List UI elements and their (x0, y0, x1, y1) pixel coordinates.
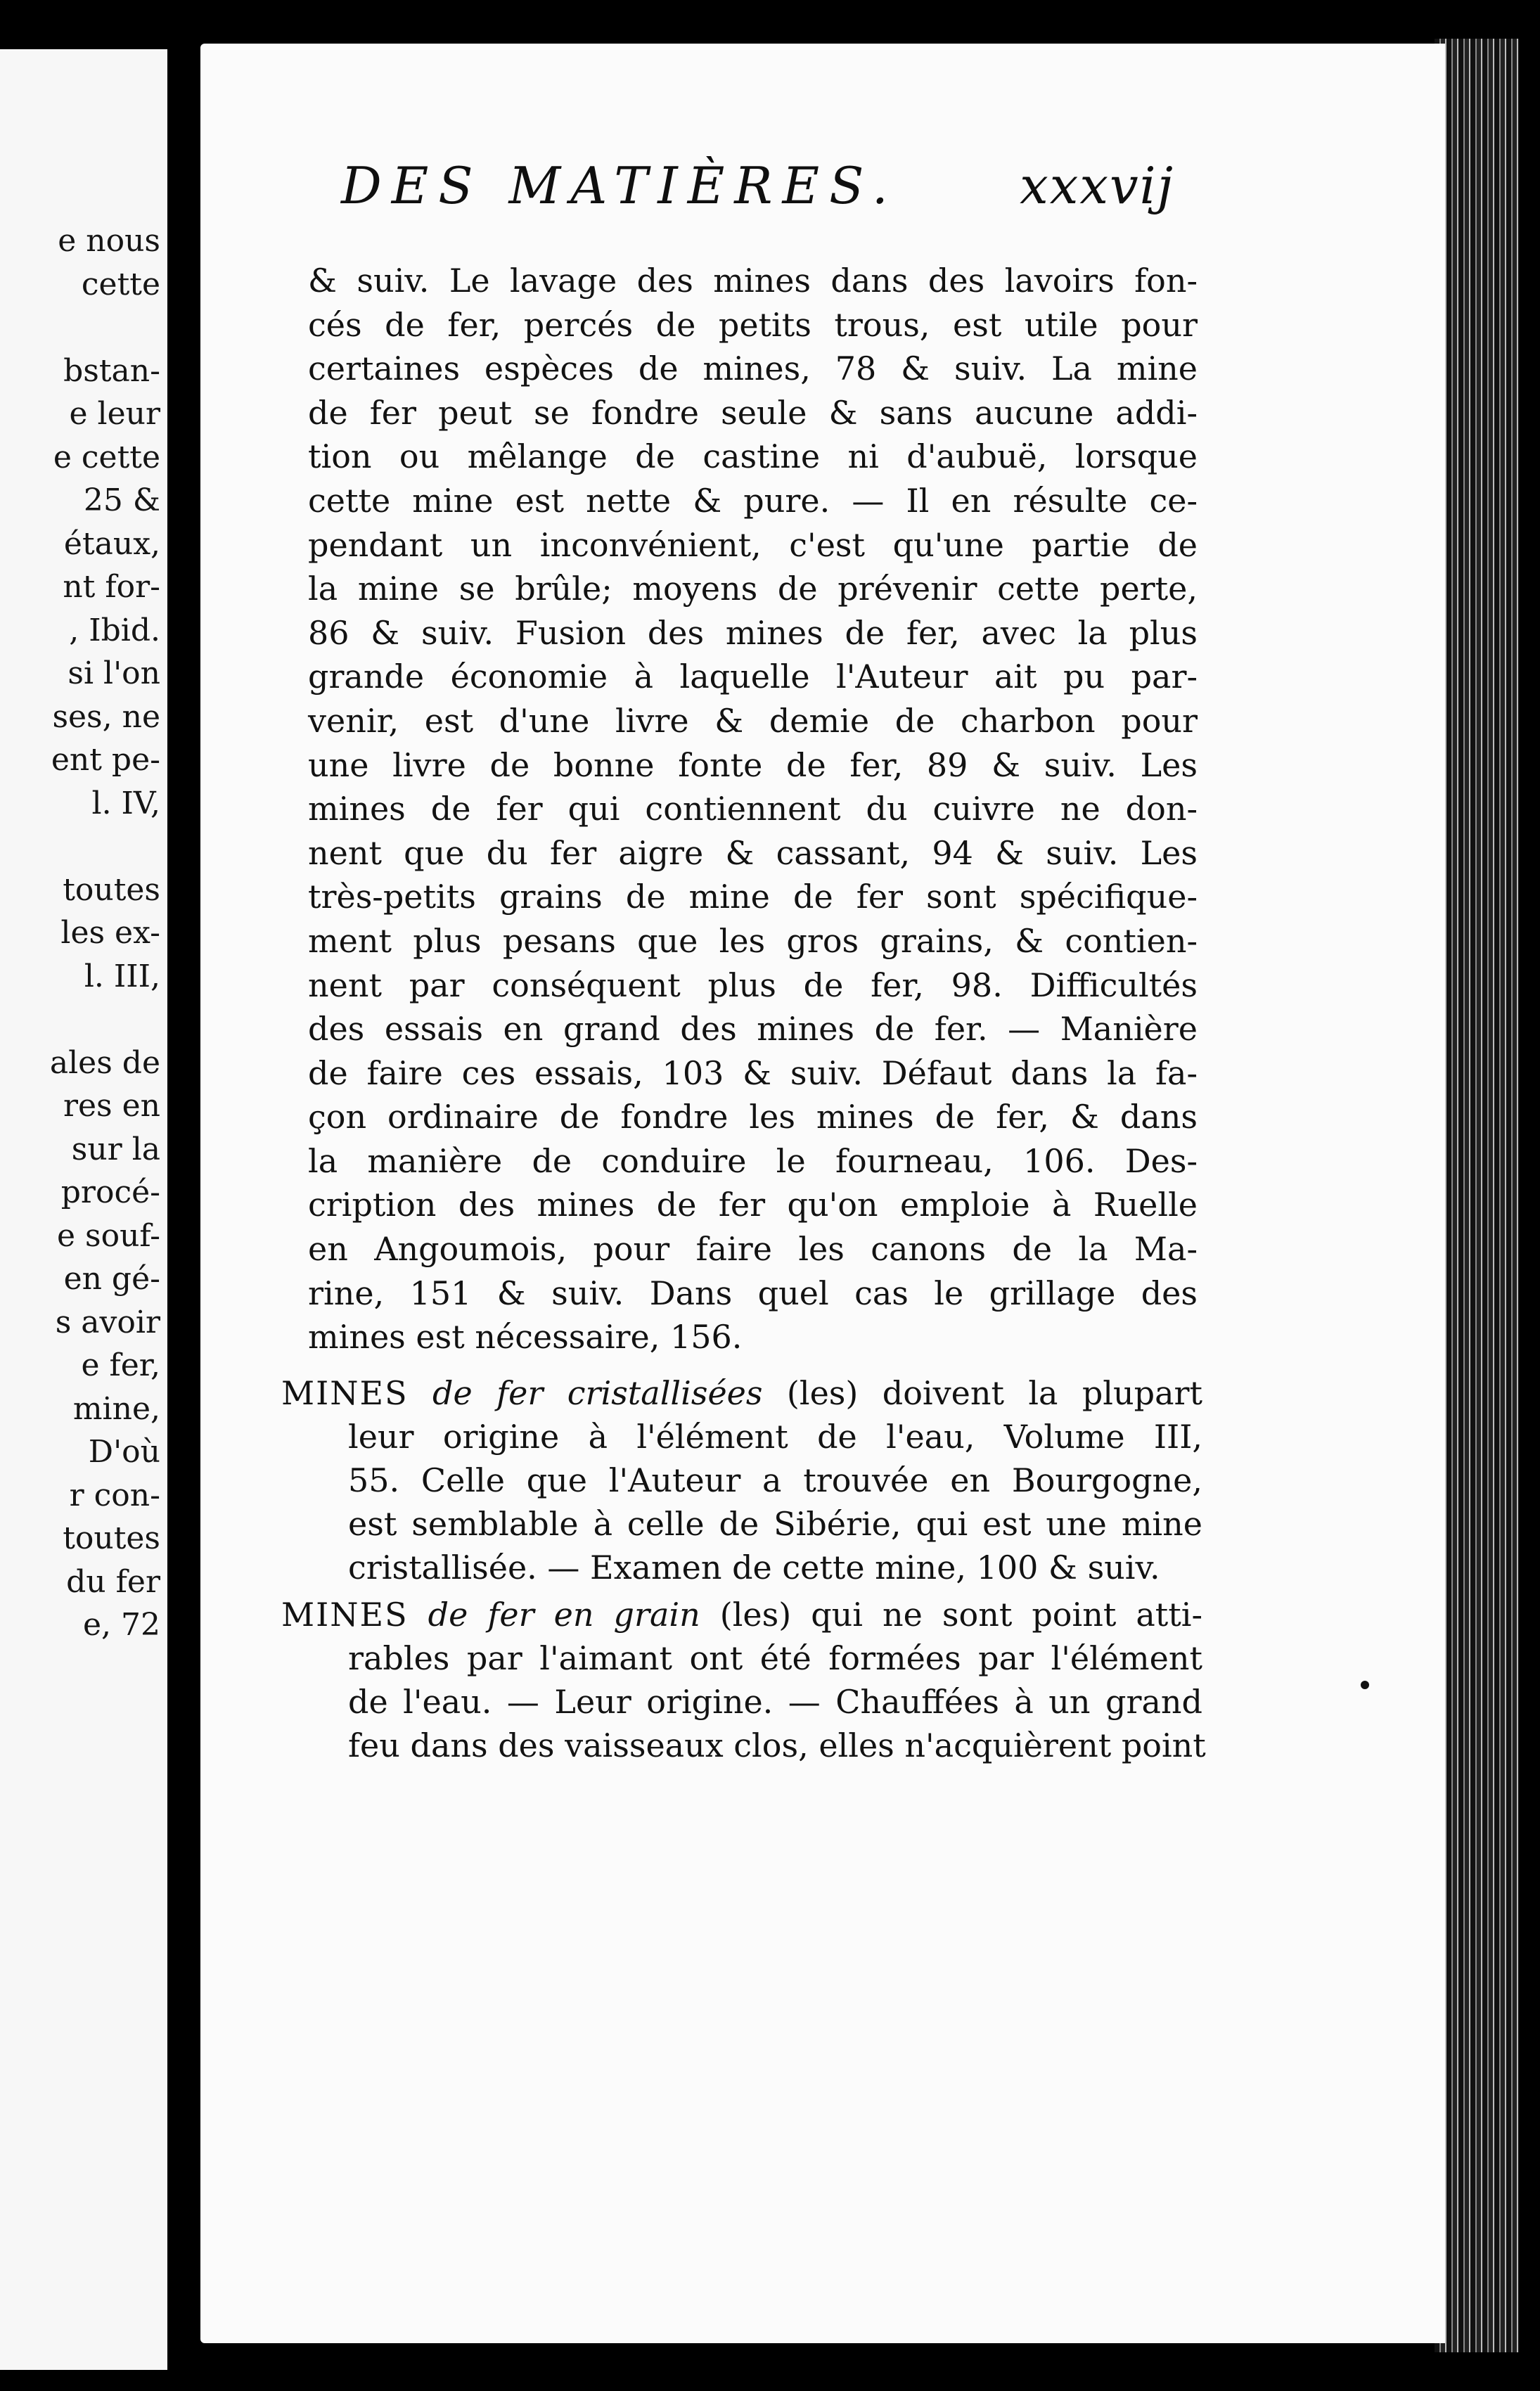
text-line: une livre de bonne fonte de fer, 89 & suiv. Les (308, 745, 1198, 784)
prev-page-fragment: du fer (66, 1563, 160, 1600)
text-line: très-petits grains de mine de fer sont spécifique- (308, 878, 1198, 916)
entry-text: (les) doivent la plupart (762, 1374, 1202, 1412)
text-line: venir, est d'une livre & demie de charbon pour (308, 701, 1198, 740)
prev-page-fragment: bstan- (63, 352, 160, 389)
text-line: cés de fer, percés de petits trous, est utile pour (308, 305, 1198, 344)
index-entry-mines-cristallisees (281, 1371, 1202, 1589)
index-entry-mines-en-grain (281, 1593, 1206, 1767)
text-line: la mine se brûle; moyens de prévenir cette perte, (308, 570, 1198, 608)
text-line: en Angoumois, pour faire les canons de la Ma- (308, 1230, 1198, 1269)
entry-line: de l'eau. — Leur origine. — Chauffées à un grand (348, 1683, 1202, 1721)
text-line: de fer peut se fondre seule & sans aucune addi- (308, 393, 1198, 432)
entry-line: feu dans des vaisseaux clos, elles n'acquièrent point (348, 1726, 1206, 1764)
entry-line: est semblable à celle de Sibérie, qui est une mine (348, 1505, 1202, 1543)
text-line: pendant un inconvénient, c'est qu'une partie de (308, 525, 1198, 564)
prev-page-fragment: e nous (58, 223, 160, 259)
ink-speck (1361, 1681, 1369, 1689)
prev-page-fragment: nt for- (63, 569, 160, 605)
entry-text: (les) qui ne sont point atti- (700, 1596, 1203, 1634)
text-line: mines est nécessaire, 156. (308, 1318, 743, 1357)
entry-subject: de fer cristallisées (408, 1374, 763, 1412)
prev-page-fragment: e fer, (81, 1347, 160, 1383)
text-line: tion ou mêlange de castine ni d'aubuë, lorsque (308, 437, 1198, 476)
entry-subject: de fer en grain (408, 1596, 700, 1634)
prev-page-fragment: toutes (63, 871, 160, 908)
previous-page-edge (0, 49, 167, 2370)
prev-page-fragment: e souf- (56, 1217, 160, 1254)
prev-page-fragment: les ex- (60, 915, 160, 951)
prev-page-fragment: sur la (71, 1131, 160, 1167)
prev-page-fragment: res en (63, 1088, 160, 1124)
prev-page-fragment: procé- (60, 1174, 160, 1210)
text-line: cette mine est nette & pure. — Il en résulte ce- (308, 481, 1198, 520)
entry-line (281, 1593, 1202, 1636)
entry-headword: MINES (281, 1596, 409, 1634)
prev-page-fragment: cette (81, 266, 160, 302)
text-line: des essais en grand des mines de fer. — Manière (308, 1010, 1198, 1049)
prev-page-fragment: e leur (69, 396, 160, 432)
text-line: & suiv. Le lavage des mines dans des lavoirs fon- (308, 262, 1198, 300)
book-fore-edge (1435, 39, 1519, 2352)
header-title: DES MATIÈRES. (341, 156, 898, 215)
prev-page-fragment: 25 & (83, 482, 160, 518)
entry-line: cristallisée. — Examen de cette mine, 100 & suiv. (348, 1549, 1160, 1586)
text-line: grande économie à laquelle l'Auteur ait pu par- (308, 658, 1198, 696)
text-line: rine, 151 & suiv. Dans quel cas le grillage des (308, 1274, 1198, 1312)
entry-line: 55. Celle que l'Auteur a trouvée en Bourgogne, (348, 1461, 1202, 1499)
text-line: certaines espèces de mines, 78 & suiv. La mine (308, 350, 1198, 388)
entry-line: leur origine à l'élément de l'eau, Volume III, (348, 1418, 1202, 1456)
prev-page-fragment: étaux, (63, 525, 160, 562)
running-header (341, 156, 1174, 226)
entry-line (281, 1371, 1202, 1415)
entry-line: rables par l'aimant ont été formées par l'élément (348, 1639, 1202, 1677)
prev-page-fragment: ent pe- (51, 742, 160, 778)
prev-page-fragment: r con- (69, 1477, 160, 1513)
text-line: nent par conséquent plus de fer, 98. Difficultés (308, 966, 1198, 1004)
prev-page-fragment: si l'on (68, 655, 160, 691)
text-line: 86 & suiv. Fusion des mines de fer, avec la plus (308, 613, 1198, 652)
text-line: çon ordinaire de fondre les mines de fer, & dans (308, 1098, 1198, 1136)
text-line: la manière de conduire le fourneau, 106. Des- (308, 1141, 1198, 1180)
prev-page-fragment: en gé- (63, 1261, 160, 1297)
prev-page-fragment: , Ibid. (69, 612, 160, 648)
prev-page-fragment: e, 72 (83, 1607, 160, 1643)
index-paragraph (308, 259, 1198, 1359)
prev-page-fragment: ales de (49, 1044, 160, 1081)
prev-page-fragment: ses, ne (52, 698, 160, 735)
page-number: xxxvij (1020, 156, 1174, 215)
prev-page-fragment: mine, (72, 1390, 160, 1427)
prev-page-fragment: l. IV, (91, 785, 160, 821)
text-line: ment plus pesans que les gros grains, & contien- (308, 921, 1198, 960)
text-line: cription des mines de fer qu'on emploie à Ruelle (308, 1186, 1198, 1224)
prev-page-fragment: l. III, (84, 958, 160, 994)
text-line: nent que du fer aigre & cassant, 94 & suiv. Les (308, 833, 1198, 872)
prev-page-fragment: s avoir (55, 1304, 160, 1340)
prev-page-fragment: e cette (53, 439, 160, 475)
text-line: mines de fer qui contiennent du cuivre ne don- (308, 790, 1198, 828)
prev-page-fragment: toutes (63, 1520, 160, 1556)
prev-page-fragment: D'où (88, 1434, 160, 1470)
entry-headword: MINES (281, 1374, 409, 1412)
text-line: de faire ces essais, 103 & suiv. Défaut dans la fa- (308, 1053, 1198, 1092)
